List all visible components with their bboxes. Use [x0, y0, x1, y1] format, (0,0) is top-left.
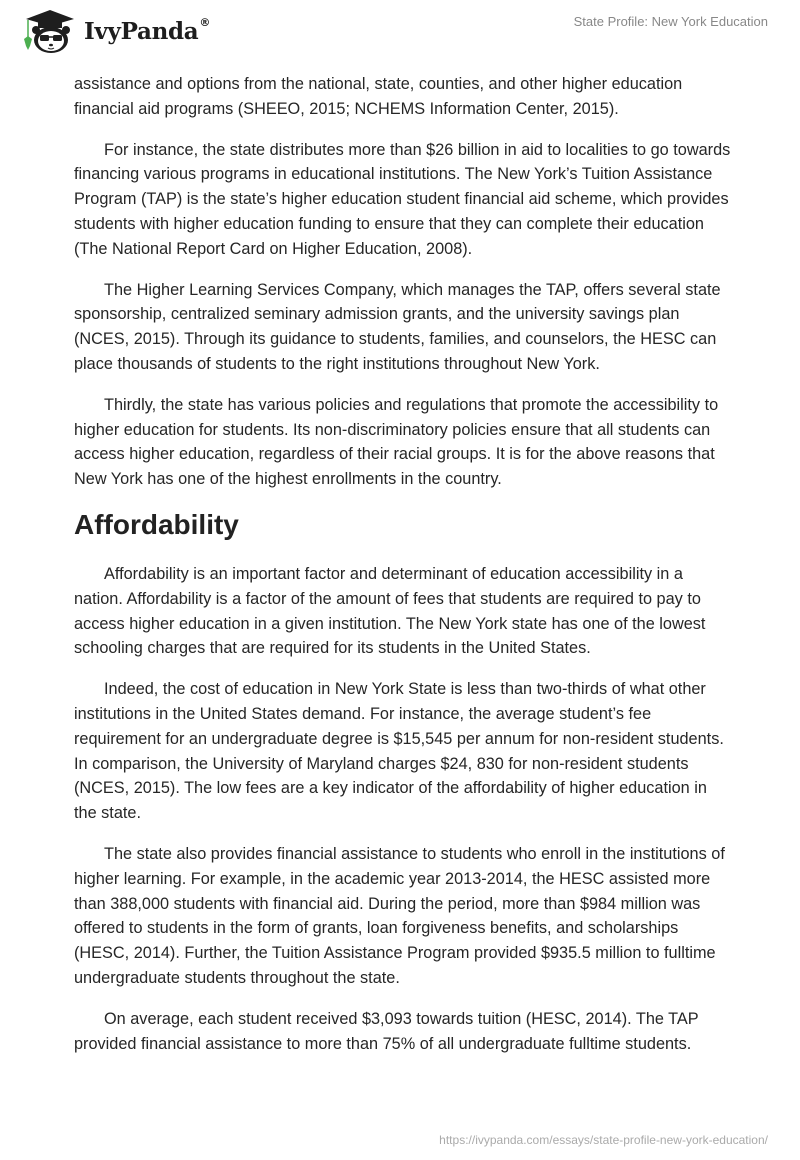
paragraph: On average, each student received $3,093 towards tuition (HESC, 2014). The TAP provided financial assistance to more than 75% of all undergraduate fulltime students.: [74, 1009, 699, 1053]
paragraph: Affordability is an important factor and determinant of education accessibility in a nation. Affordability is a factor of the amount of fees that students are required to pay to access higher education in a given institution. The New York state has one of the lowest schooling charges that are required for its students in the United States.: [74, 564, 706, 658]
section-heading: Affordability: [74, 508, 239, 540]
source-url[interactable]: https://ivypanda.com/essays/state-profile-new-york-education/: [439, 1133, 768, 1147]
registered-mark: ®: [199, 15, 211, 29]
page-header: [0, 0, 800, 60]
panda-graduate-icon: [18, 8, 76, 54]
document-title: State Profile: New York Education: [573, 14, 768, 29]
paragraph: Thirdly, the state has various policies and regulations that promote the accessibility to higher education for students. Its non-discriminatory policies ensure that all students can access higher education, regardless of their racial groups. It is for the above reasons that New York has one of the highest enrollments in the country.: [74, 395, 719, 489]
paragraph: Indeed, the cost of education in New York State is less than two-thirds of what other institutions in the United States demand. For instance, the average student’s fee requirement for an undergraduate degree is $15,545 per annum for non-resident students. In comparison, the University of Maryland charges $24, 830 for non-resident students (NCES, 2015). The low fees are a key indicator of the affordability of higher education in the state.: [74, 680, 724, 823]
paragraph: The state also provides financial assistance to students who enroll in the institutions of higher learning. For example, in the academic year 2013-2014, the HESC assisted more than 388,000 students with financial aid. During the period, more than $984 million was offered to students in the form of grants, loan forgiveness benefits, and scholarships (HESC, 2014). Further, the Tuition Assistance Program provided $935.5 million to fulltime undergraduate students throughout the state.: [74, 844, 725, 987]
paragraph: assistance and options from the national, state, counties, and other higher education financial aid programs (SHEEO, 2015; NCHEMS Information Center, 2015).: [74, 75, 683, 118]
logo-text: IvyPanda®: [84, 15, 211, 45]
paragraph: The Higher Learning Services Company, which manages the TAP, offers several state sponsorship, centralized seminary admission grants, and the university savings plan (NCES, 2015). Through its guidance to students, families, and counselors, the HESC can place thousands of students to the right institutions throughout New York.: [74, 280, 721, 373]
ivypanda-logo[interactable]: [18, 8, 210, 54]
paragraph: For instance, the state distributes more than $26 billion in aid to localities to go towards financing various programs in educational institutions. The New York’s Tuition Assistance Program (TAP) is the state’s higher education student financial aid scheme, which provides students with higher education funding to ensure that they can complete their education (The National Report Card on Higher Education, 2008).: [74, 140, 731, 258]
article-body: [74, 72, 734, 1072]
